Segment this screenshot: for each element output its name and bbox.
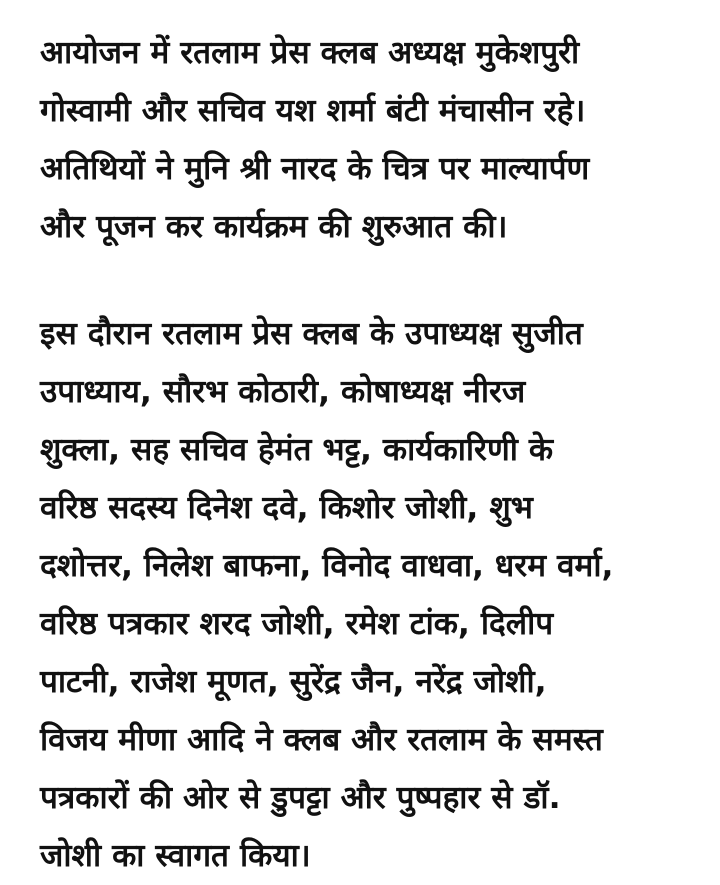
text-line: जोशी का स्वागत किया।	[40, 838, 311, 874]
paragraph-1	[40, 24, 700, 256]
text-line: पाटनी, राजेश मूणत, सुरेंद्र जैन, नरेंद्र जोशी,	[40, 664, 547, 700]
text-line: उपाध्याय, सौरभ कोठारी, कोषाध्यक्ष नीरज	[40, 374, 526, 410]
text-line: दशोत्तर, निलेश बाफना, विनोद वाधवा, धरम वर्मा,	[40, 548, 614, 584]
text-line: और पूजन कर कार्यक्रम की शुरुआत की।	[40, 209, 508, 245]
text-line: गोस्वामी और सचिव यश शर्मा बंटी मंचासीन रहे।	[40, 93, 586, 129]
text-line: वरिष्ठ पत्रकार शरद जोशी, रमेश टांक, दिलीप	[40, 606, 554, 642]
paragraph-spacer	[40, 256, 700, 305]
text-line: विजय मीणा आदि ने क्लब और रतलाम के समस्त	[40, 722, 603, 758]
text-line: पत्रकारों की ओर से डुपट्टा और पुष्पहार से डॉ.	[40, 780, 561, 816]
text-line: वरिष्ठ सदस्य दिनेश दवे, किशोर जोशी, शुभ	[40, 490, 533, 526]
text-line: अतिथियों ने मुनि श्री नारद के चित्र पर माल्यार्पण	[40, 151, 590, 187]
article-body	[40, 24, 700, 885]
text-line: आयोजन में रतलाम प्रेस क्लब अध्यक्ष मुकेशपुरी	[40, 35, 580, 71]
text-line: शुक्ला, सह सचिव हेमंत भट्ट, कार्यकारिणी के	[40, 432, 554, 468]
text-line: इस दौरान रतलाम प्रेस क्लब के उपाध्यक्ष सुजीत	[40, 316, 583, 352]
paragraph-2	[40, 305, 700, 885]
